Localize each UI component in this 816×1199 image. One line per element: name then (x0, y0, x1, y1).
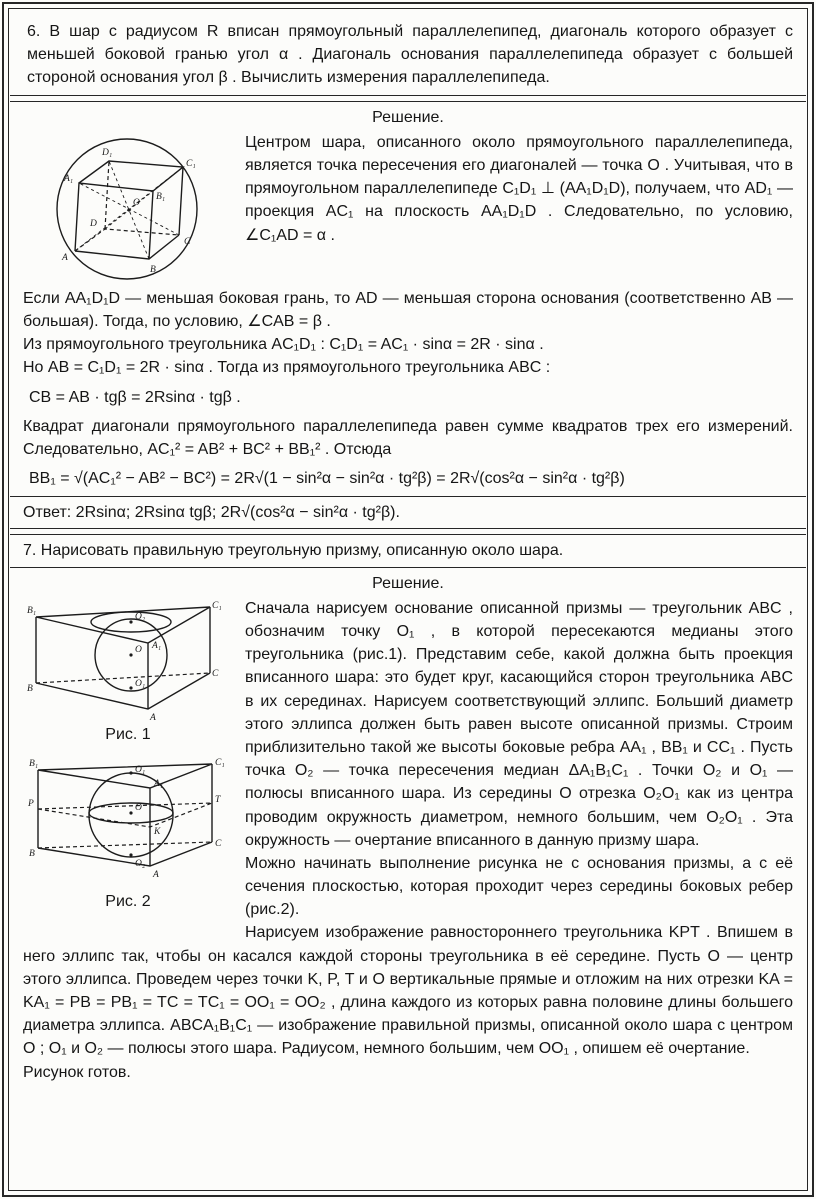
solution-7-paragraph: Сначала нарисуем основание описанной призмы — треугольник ABC , обозначим точку O₁ , в которой пересекаются медианы этого треугольника (рис.1). Представим себе, какой должна быть проекция вписанного шара: это будет круг, касающийся сторон треугольника ABC в их серединах. Нарисуем соответствующий эллипс. Больший диаметр этого эллипса должен быть равен высоте описанной призмы. Строим приблизительно такой же высоты боковые ребра AA₁ , BB₁ и CC₁ . Пусть точка O₂ — точка пересечения медиан ΔA₁B₁C₁ . Точки O₂ и O₁ — полюсы вписанного шара. Из середины O отрезка O₂O₁ как из центра проводим окружность диаметром, немного большим, чем O₂O₁ . Эта окружность — очертание вписанного в данную призму шара. (245, 599, 794, 849)
vertex-label: B₁ (27, 605, 37, 616)
formula: BB₁ = √(AC₁² − AB² − BC²) = 2R√(1 − sin²α − sin²α · tg²β) = 2R√(cos²α − sin²α · tg²β) (29, 470, 625, 488)
vertex-label: D₁ (102, 147, 113, 158)
solution-6-paragraph: Из прямоугольного треугольника AC₁D₁ : C₁D₁ = AC₁ · sinα = 2R · sinα . (23, 336, 544, 354)
center-label: O (135, 803, 142, 813)
problem-7-statement: 7. Нарисовать правильную треугольную призму, описанную около шара. (23, 542, 564, 560)
solution-6-paragraph: Если AA₁D₁D — меньшая боковая грань, то AD — меньшая сторона основания (соответственно AB — большая). Тогда, по условию, ∠CAB = β . (23, 289, 793, 330)
vertex-label: P (28, 799, 34, 809)
answer-6: Ответ: 2Rsinα; 2Rsinα tgβ; 2R√(cos²α − sin²α · tg²β). (23, 504, 400, 522)
vertex-label: A (150, 712, 156, 723)
horizontal-rule (10, 95, 806, 102)
vertex-label: C₁ (186, 158, 196, 169)
figure-2-caption: Рис. 2 (105, 893, 151, 910)
horizontal-rule (10, 567, 806, 568)
vertex-label: T (215, 795, 221, 805)
solution-6-title: Решение. (372, 108, 444, 126)
figure-1-caption: Рис. 1 (105, 725, 151, 743)
vertex-label: C₁ (212, 600, 222, 611)
solution-7-paragraph: Можно начинать выполнение рисунка не с основания призмы, а с её сечения плоскостью, которая проходит через середины боковых ребер (рис.2). (245, 854, 793, 919)
vertex-label: B₁ (156, 191, 166, 202)
vertex-label: C (212, 668, 219, 679)
center-label: O (133, 197, 140, 208)
pole-label: O₁ (135, 678, 146, 689)
vertex-label: A₁ (64, 173, 74, 184)
vertex-label: B (27, 683, 33, 694)
vertex-label: B₁ (29, 759, 39, 769)
vertex-label: B (150, 264, 156, 275)
pole-label: O₂ (135, 611, 146, 622)
vertex-label: A (62, 252, 68, 263)
prism-figure-1 (26, 599, 230, 723)
vertex-label: D (90, 218, 97, 229)
vertex-label: A₁ (152, 640, 162, 651)
horizontal-rule (10, 528, 806, 535)
vertex-label: A (153, 870, 159, 880)
solution-7-paragraph: Нарисуем изображение равностороннего треугольника KPT . Впишем в него эллипс так, чтобы он касался каждой стороны треугольника в её середине. Пусть O — центр этого эллипса. Проведем через точки K, P, T и O вертикальные прямые и отложим на них отрезки KA = KA₁ = PB = PB₁ = TC = TC₁ = OO₁ = OO₂ , длина каждого из которых равна половине длины большего диаметра эллипса. ABCA₁B₁C₁ — изображение правильной призмы, описанной около шара с центром O ; O₁ и O₂ — полюсы этого шара. Радиусом, немного большим, чем OO₁ , опишем её очертание. (23, 924, 793, 1058)
vertex-label: K (154, 827, 161, 837)
sphere-parallelepiped-figure (26, 133, 230, 285)
formula: CB = AB · tgβ = 2Rsinα · tgβ . (29, 388, 241, 406)
pole-label: O₂ (135, 859, 146, 869)
problem-7-figures (23, 599, 233, 921)
problem-6-figure (23, 133, 233, 285)
solution-6-paragraph: Но AB = C₁D₁ = 2R · sinα . Тогда из прямоугольного треугольника ABC : (23, 359, 551, 377)
center-label: O (135, 644, 142, 655)
horizontal-rule (10, 496, 806, 497)
solution-7-title: Решение. (372, 574, 444, 592)
solution-6-intro: Центром шара, описанного около прямоугольного параллелепипеда, является точка пересечения его диагоналей — точка O . Учитывая, что в прямоугольном параллелепипеде C₁D₁ ⊥ (AA₁D₁D), получаем, что AD₁ — проекция AC₁ на плоскость AA₁D₁D . Следовательно, по условию, ∠C₁AD = α . (245, 133, 793, 244)
problem-6-statement: 6. В шар с радиусом R вписан прямоугольный параллелепипед, диагональ которого образует с меньшей боковой гранью угол α . Диагональ основания параллелепипеда образует с большей стороной основания угол β . Вычислить измерения параллелепипеда. (27, 23, 793, 87)
solution-7-paragraph: Рисунок готов. (23, 1063, 131, 1081)
vertex-label: A₁ (154, 779, 164, 789)
prism-figure-2 (26, 754, 230, 890)
vertex-label: C (215, 839, 222, 849)
pole-label: O₁ (135, 765, 146, 775)
solution-6-paragraph: Квадрат диагонали прямоугольного параллелепипеда равен сумме квадратов трех его измерений. Следовательно, AC₁² = AB² + BC² + BB₁² . Отсюда (23, 417, 793, 458)
vertex-label: B (29, 849, 35, 859)
page-content (10, 10, 806, 1189)
vertex-label: C₁ (215, 758, 225, 768)
vertex-label: C (184, 236, 191, 247)
